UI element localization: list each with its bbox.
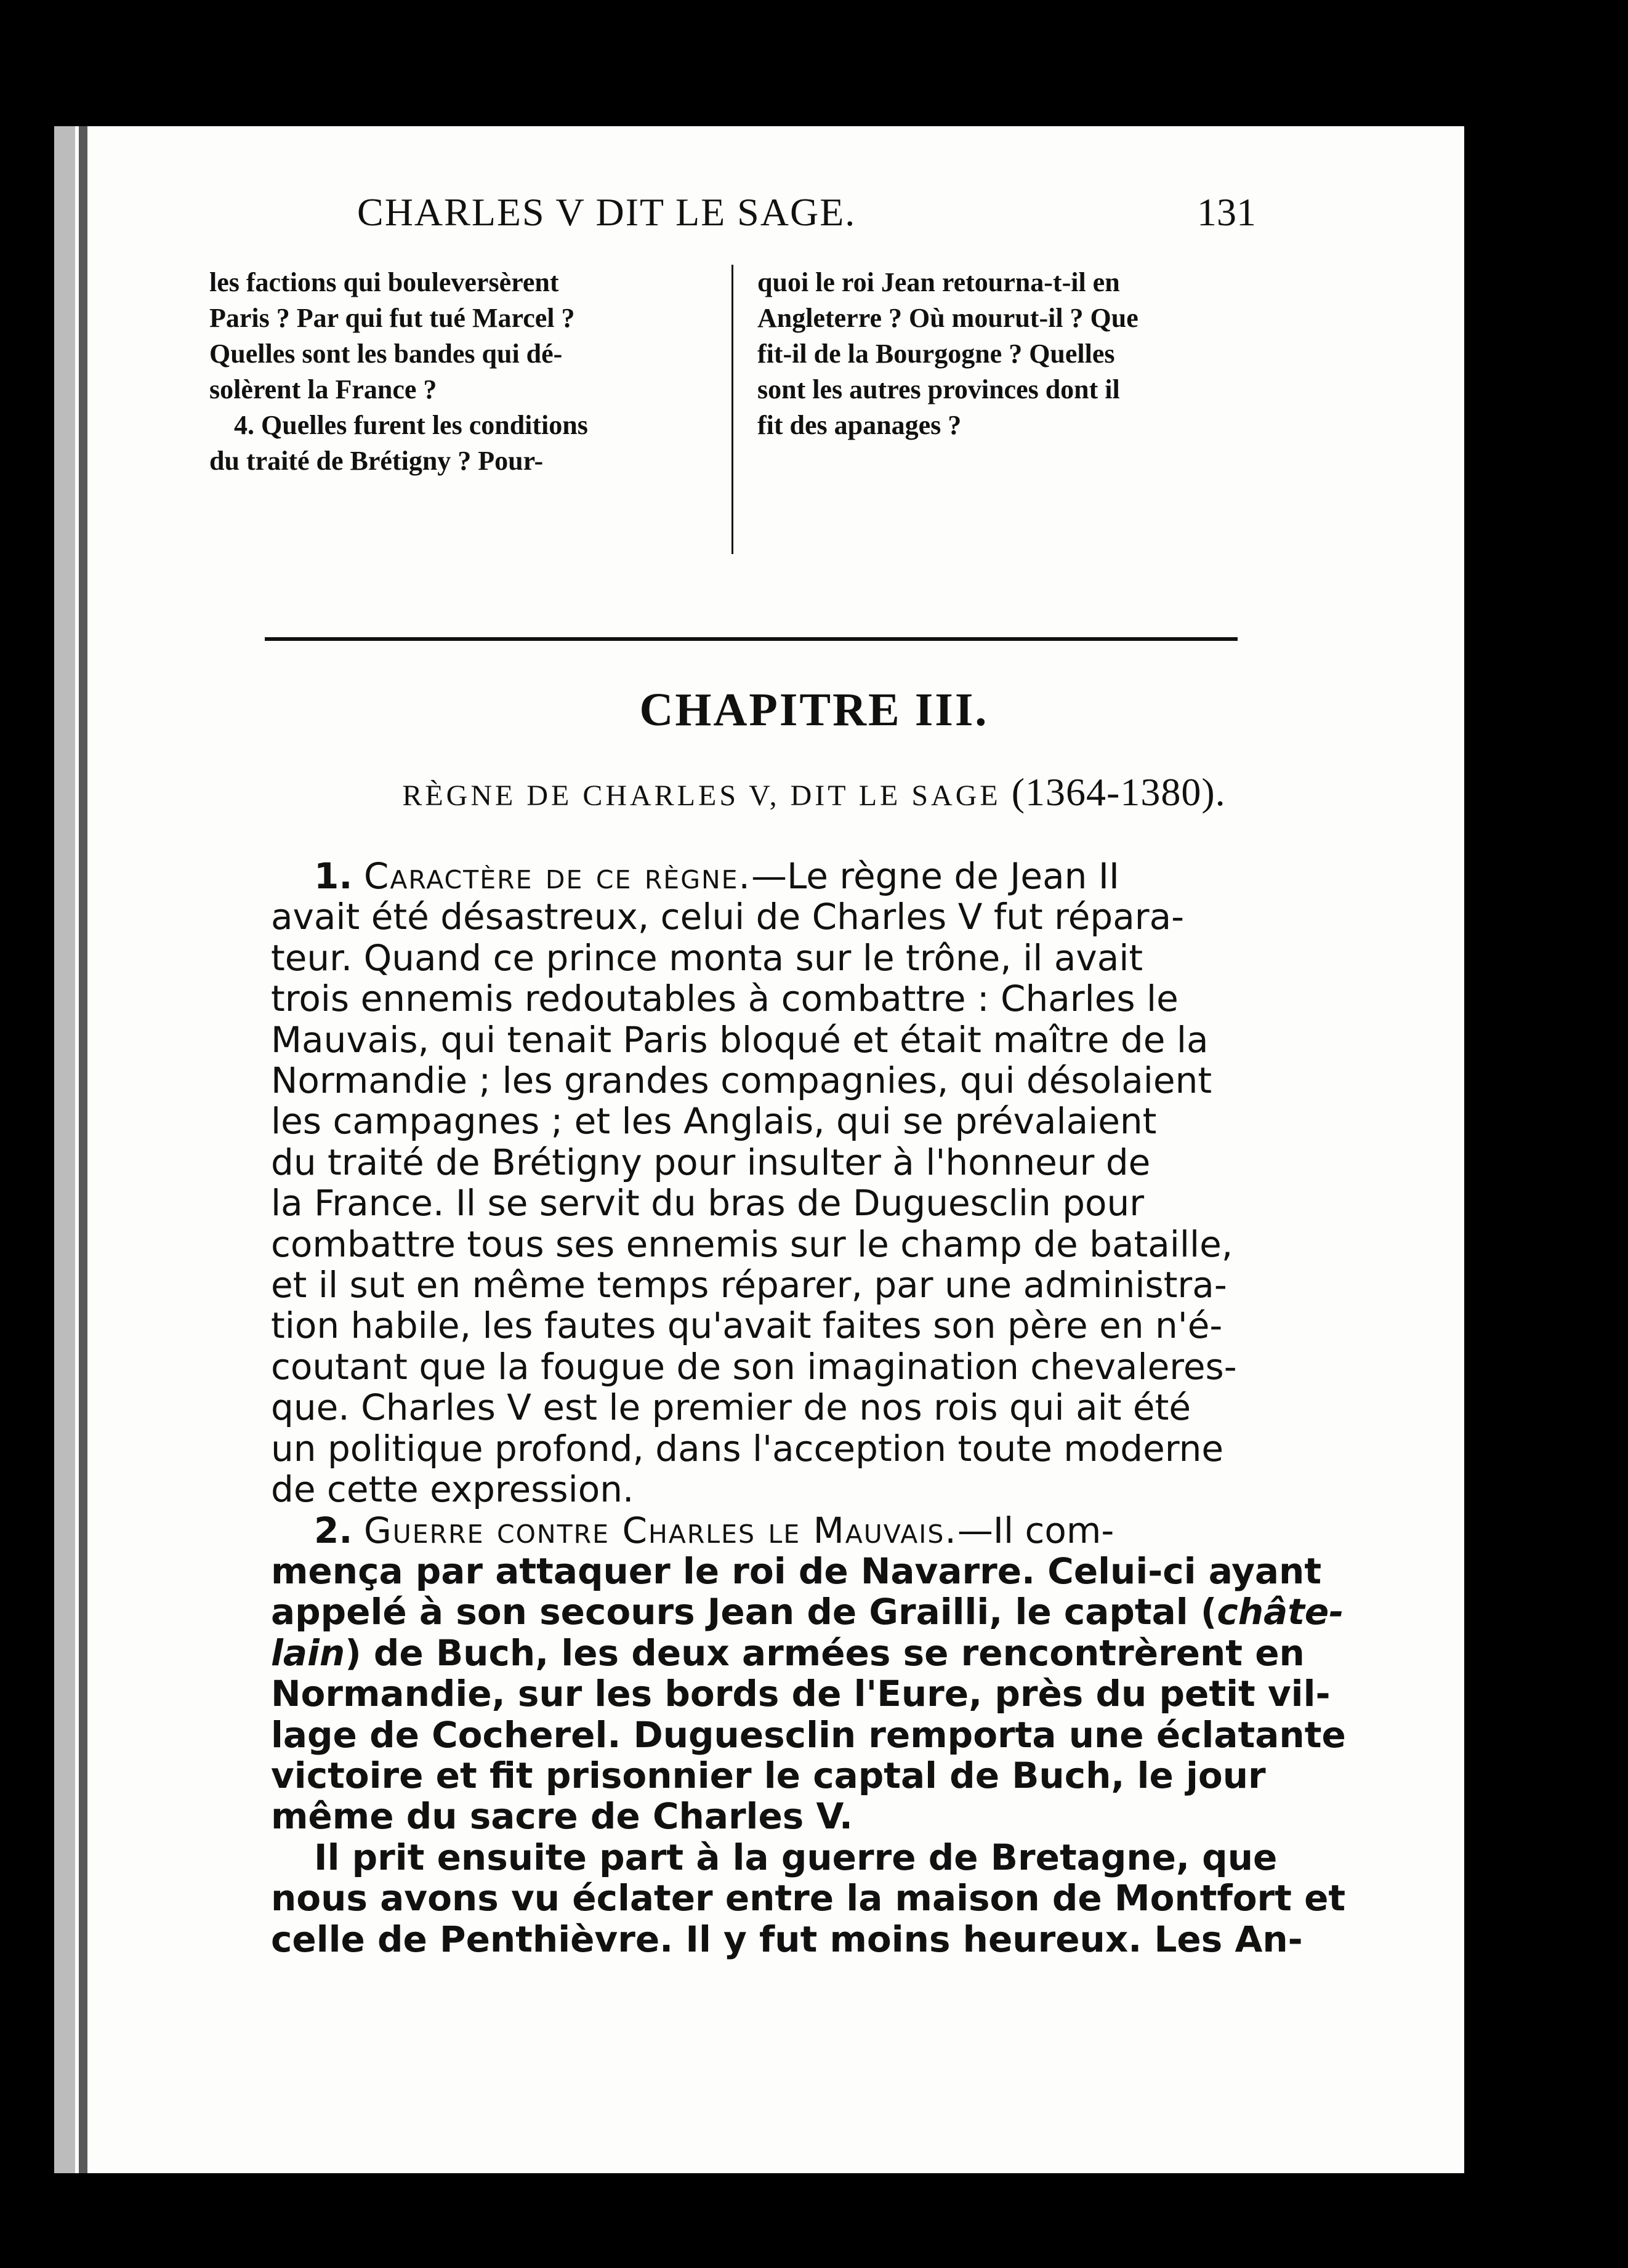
italic-word: lain (271, 1631, 345, 1674)
body-line: Normandie, sur les bords de l'Eure, près du petit vil- (271, 1673, 1331, 1715)
body-line: les campagnes ; et les Anglais, qui se prévalaient (271, 1100, 1157, 1143)
body-line: mença par attaquer le roi de Navarre. Celui-ci ayant (271, 1550, 1322, 1592)
body-line: combattre tous ses ennemis sur le champ de bataille, (271, 1223, 1233, 1265)
body-line: du traité de Brétigny pour insulter à l'honneur de (271, 1141, 1151, 1183)
body-line: Normandie ; les grandes compagnies, qui désolaient (271, 1060, 1212, 1102)
paragraph-number: 1. (314, 855, 353, 897)
section-rule (265, 637, 1238, 641)
body-line: que. Charles V est le premier de nos rois qui ait été (271, 1386, 1191, 1429)
review-questions (209, 265, 1256, 585)
body-line: victoire et fit prisonnier le captal de Buch, le jour (271, 1754, 1266, 1796)
body-text-segment: appelé à son secours Jean de Grailli, le captal ( (271, 1591, 1217, 1633)
questions-left-column (209, 265, 708, 479)
question-line: les factions qui bouleversèrent (209, 267, 559, 297)
body-line: Il prit ensuite part à la guerre de Bretagne, que (314, 1836, 1278, 1878)
subtitle-dates: (1364-1380). (1011, 770, 1226, 814)
question-line: sont les autres provinces dont il (757, 374, 1120, 404)
page-edge-shadow (79, 126, 87, 2173)
body-line: trois ennemis redoutables à combattre : Charles le (271, 978, 1179, 1020)
chapter-heading: CHAPITRE III. (639, 684, 989, 736)
question-line: Paris ? Par qui fut tué Marcel ? (209, 303, 575, 333)
running-head (357, 190, 1256, 233)
body-line: nous avons vu éclater entre la maison de Montfort et (271, 1877, 1346, 1920)
body-line: Mauvais, qui tenait Paris bloqué et était maître de la (271, 1018, 1209, 1061)
italic-word: châte- (1217, 1591, 1344, 1633)
page-number: 131 (1197, 190, 1256, 234)
body-line: tion habile, les fautes qu'avait faites son père en n'é- (271, 1305, 1223, 1347)
subtitle-text: RÈGNE DE CHARLES V, DIT LE SAGE (402, 779, 1001, 812)
questions-right-column (757, 265, 1256, 443)
body-line (271, 1631, 1305, 1674)
body-line (271, 1591, 1344, 1633)
question-line: fit des apanages ? (757, 410, 962, 440)
paragraph-1-first-line (271, 856, 1256, 896)
question-line: du traité de Brétigny ? Pour- (209, 446, 544, 476)
body-line: un politique profond, dans l'acception toute moderne (271, 1427, 1224, 1470)
paragraph-text: —Le règne de Jean II (751, 855, 1120, 897)
body-line: de cette expression. (271, 1468, 634, 1511)
paragraph-title: Caractère de ce règne. (363, 855, 751, 897)
question-line: 4. Quelles furent les conditions (234, 410, 588, 440)
paragraph-text: —Il com- (957, 1509, 1114, 1551)
chapter-body (271, 855, 1346, 1960)
question-line: quoi le roi Jean retourna-t-il en (757, 267, 1120, 297)
body-line: avait été désastreux, celui de Charles V fut répara- (271, 896, 1185, 938)
body-line: même du sacre de Charles V. (271, 1795, 853, 1838)
paragraph-title: Guerre contre Charles le Mauvais. (363, 1509, 957, 1551)
column-divider (731, 265, 733, 554)
question-line: Angleterre ? Où mourut-il ? Que (757, 303, 1138, 333)
chapter-subtitle (0, 770, 1628, 815)
body-text-segment: ) de Buch, les deux armées se rencontrèrent en (345, 1631, 1305, 1674)
paragraph-number: 2. (314, 1509, 353, 1551)
running-title: CHARLES V DIT LE SAGE. (357, 190, 856, 234)
body-line: lage de Cocherel. Duguesclin remporta une éclatante (271, 1713, 1346, 1756)
body-line: celle de Penthièvre. Il y fut moins heureux. Les An- (271, 1918, 1303, 1960)
question-line: Quelles sont les bandes qui dé- (209, 339, 563, 369)
paragraph-2-first-line (271, 1510, 1256, 1551)
body-line: et il sut en même temps réparer, par une administra- (271, 1264, 1227, 1306)
body-line: teur. Quand ce prince monta sur le trône, il avait (271, 936, 1143, 979)
page-edge (54, 126, 75, 2173)
question-line: fit-il de la Bourgogne ? Quelles (757, 339, 1115, 369)
question-line: solèrent la France ? (209, 374, 437, 404)
body-line: coutant que la fougue de son imagination chevaleres- (271, 1345, 1237, 1388)
body-line: la France. Il se servit du bras de Duguesclin pour (271, 1182, 1145, 1224)
